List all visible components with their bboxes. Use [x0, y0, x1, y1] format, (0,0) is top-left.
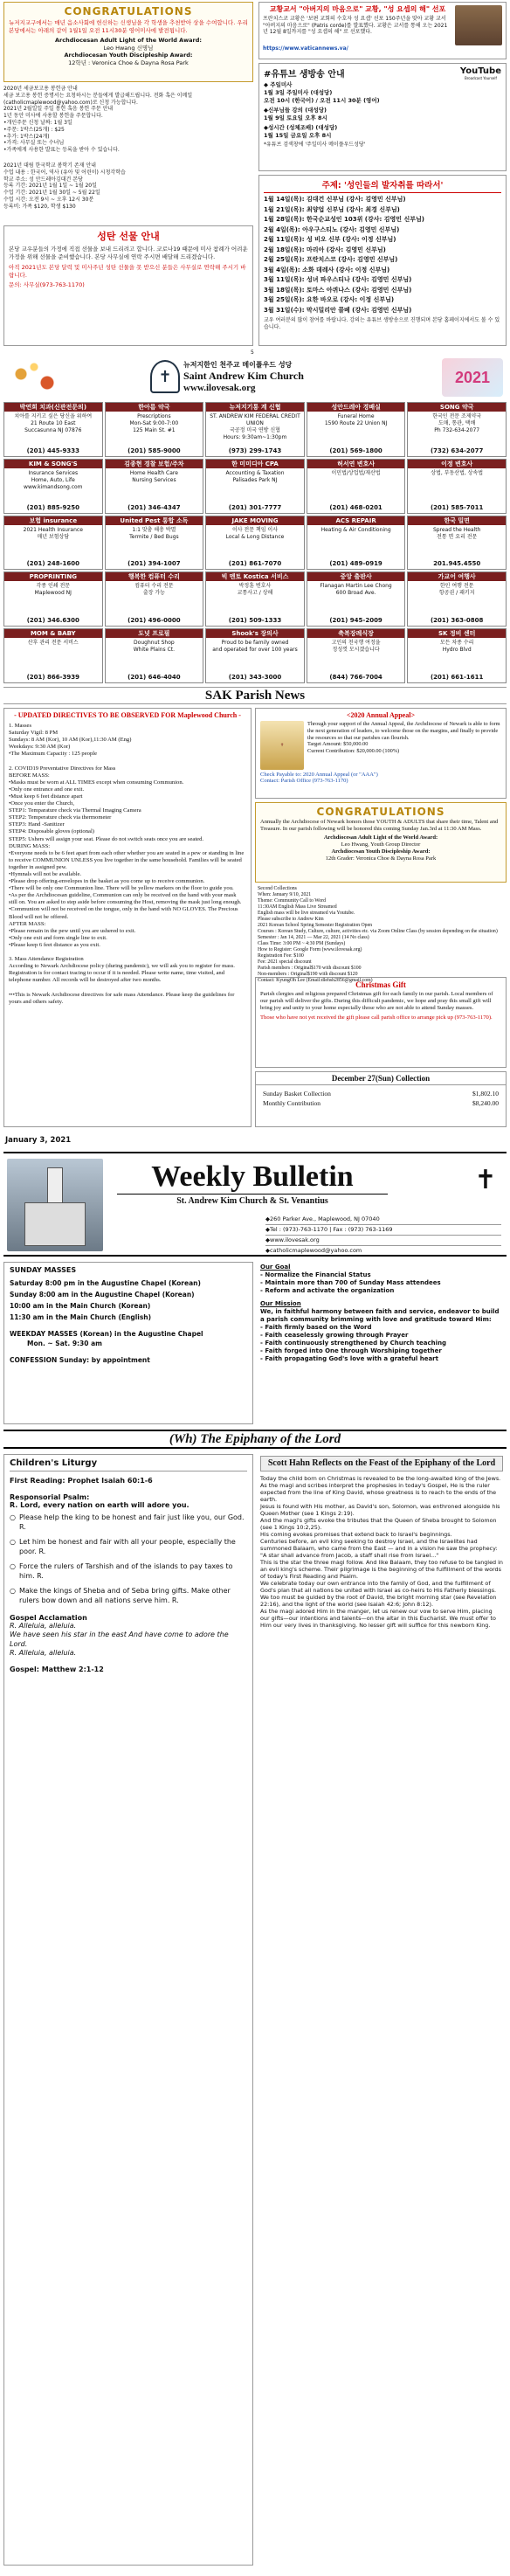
ad-title: PROPRINTING — [4, 572, 102, 581]
ad-card — [407, 402, 507, 457]
ad-body: 각종 인쇄 전문 Maplewood NJ — [34, 583, 72, 597]
ads-grid — [3, 402, 507, 683]
ad-phone: (201) 661-1611 — [430, 673, 484, 681]
ad-body: 2021 Health Insurance 매년 보험상담 — [23, 526, 83, 540]
lecture-item: 3월 4일(목): 소화 데레사 (강사: 이정 신부님) — [264, 266, 390, 274]
lecture-item: 2월 4일(목): 아우구스티노 (강사: 김영민 신부님) — [264, 225, 400, 233]
scott-hahn-title: Scott Hahn Reflects on the Feast of the Epiphany of the Lord — [260, 1456, 503, 1472]
youtube-item-3: ◆성시간 (성체조배) (대성당) 1월 15일 금요일 오후 8시 — [264, 124, 338, 139]
lecture-item: 2월 18일(목): 마리아 (강사: 김영민 신부님) — [264, 246, 386, 253]
ad-phone: (201) 301-7777 — [228, 503, 282, 511]
mission-title: Our Mission — [260, 1300, 301, 1307]
appeal-box — [255, 708, 507, 799]
ad-body: 상법, 부동산법, 상속법 — [431, 469, 484, 476]
ad-body: Accounting & Taxation Palisades Park NJ — [225, 469, 285, 483]
childrens-liturgy-box — [3, 1454, 253, 2566]
appeal-body: Through your support of the Annual Appeal, the Archdiocese of Newark is able to form the next generation of leaders, to welcome those on the margins, and finally to provide the resources so that our parishes can flourish. Target Amount: $50,000.00 Current Contribution: $20,000.00 (100%) — [307, 721, 500, 755]
ad-title: KIM & SONG'S — [4, 460, 102, 468]
ad-phone: (201) 509-1333 — [228, 617, 282, 625]
ad-card — [307, 459, 406, 514]
ad-phone: (201) 885-9250 — [26, 503, 80, 511]
psalm-verse-text: Let him be honest and fair with all your people, especially the poor. R. — [18, 1538, 236, 1555]
church-name-ko: 뉴저지한인 천주교 메이플우드 성당 — [183, 361, 293, 369]
ad-title: 김종현 경찰 보험/주차 — [106, 460, 203, 468]
collection-row-label: Monthly Contribution — [263, 1099, 321, 1107]
bulletin-tel: ◆Tel : (973)-763-1170 | Fax : (973) 763-1169 — [265, 1225, 501, 1236]
congrats-award2-en: Archdiocesan Youth Discipleship Award: — [331, 848, 431, 855]
directives-title: - UPDATED DIRECTIVES TO BE OBSERVED FOR Maplewood Church - — [14, 711, 241, 719]
ad-title: 도넛 프로필 — [106, 629, 203, 638]
bulletin-date: January 3, 2021 — [5, 1136, 72, 1145]
ad-card — [105, 571, 204, 627]
bulletin-subtitle: St. Andrew Kim Church & St. Venantius — [117, 1194, 388, 1206]
scott-hahn-box — [257, 1454, 507, 2566]
ad-card — [407, 571, 507, 627]
ad-phone: (201) 496-0000 — [128, 617, 181, 625]
ad-title: SONG 약국 — [408, 403, 506, 412]
youtube-logo-sub: Broadcast Yourself — [464, 76, 497, 80]
sunday-mass-row: 11:30 am in the Main Church (English) — [10, 1313, 152, 1321]
congrats-award2-ko: Archdiocesan Youth Discipleship Award: — [64, 52, 193, 59]
lecture-item: 1월 14일(목): 김대건 신부님 (강사: 김영민 신부님) — [264, 196, 406, 203]
ad-phone: (201) 248-1600 — [26, 560, 80, 568]
church-logo: ✝ — [150, 360, 180, 393]
ad-card — [205, 459, 305, 514]
gospel-reference: Gospel: Matthew 2:1-12 — [10, 1665, 104, 1673]
mass-times-box — [3, 1262, 253, 1424]
ad-phone: (732) 634-2077 — [430, 447, 484, 454]
ad-card — [205, 402, 305, 457]
ad-title: 한국 밀면 — [408, 516, 506, 525]
congrats-name1-ko: Leo Hwang 신명님 — [103, 44, 154, 52]
ad-body: Funeral Home 1590 Route 22 Union NJ — [324, 413, 388, 426]
bulletin-email[interactable]: ◆catholicmaplewood@yahoo.com — [265, 1247, 362, 1254]
ad-phone: (201) 489-0919 — [329, 560, 382, 568]
ad-phone: (201) 346-4347 — [128, 503, 181, 511]
ad-title: 성안드레아 경배실 — [307, 403, 405, 412]
ad-phone: (201) 468-0201 — [329, 503, 382, 511]
ad-card — [3, 459, 103, 514]
page-top-section — [3, 2, 507, 348]
goal-item: - Reform and activate the organization — [260, 1287, 395, 1294]
vatican-body: 프란치스코 교황은 '보편 교회의 수호자 성 요셉' 선포 150주년을 맞아 교황 교서 "아버지의 마음으로" (Patris corde)를 발표했다. 교황은 교서를 통해 오는 2021년 12월 8일까지를 "성 요셉의 해" 로 선포했다. — [263, 16, 448, 35]
sunday-masses-title: SUNDAY MASSES — [10, 1266, 77, 1274]
lecture-item: 1월 28일(목): 한국순교성인 103위 (강사: 김영민 신부님) — [264, 216, 424, 223]
collection-row-value: $8,240.00 — [472, 1099, 499, 1107]
ad-card — [205, 571, 305, 627]
church-name-en: Saint Andrew Kim Church — [183, 370, 304, 382]
ad-card — [307, 516, 406, 571]
lecture-title: 주제: '성인들의 발자취를 따라서' — [264, 178, 501, 193]
ad-body: 한국인 전문 조제약국 도매, 통관, 택배 Ph 732-634-2077 — [432, 413, 482, 433]
ad-card — [407, 516, 507, 571]
gospel-acclamation: Gospel Acclamation — [10, 1614, 87, 1622]
youtube-title: #유튜브 생방송 안내 — [264, 70, 345, 80]
ad-body: 컴퓨터 수리 전문 출장 가능 — [134, 583, 174, 597]
ad-title: 중앙 출판사 — [307, 572, 405, 581]
ad-phone: (201) 445-9333 — [26, 447, 80, 454]
bulletin-title: Weekly Bulletin — [151, 1160, 354, 1193]
ad-body: Doughnut Shop White Plains Ct. — [133, 640, 176, 654]
page-number: 5 — [251, 350, 254, 356]
ad-title: JAKE MOVING — [206, 516, 304, 525]
youtube-logo-text: YouTube — [459, 66, 501, 76]
bulletin-header — [3, 1152, 507, 1257]
lecture-list — [264, 195, 501, 315]
christmas-gift-red: Those who have not yet received the gift please call parish office to arrange pick up (973-763-1170). — [260, 1014, 493, 1021]
lecture-footer: 교우 여러분의 많이 참여를 바랍니다. 강의는 유튜브 생방송으로 진행되며 본당 홈페이지에서도 볼 수 있습니다. — [264, 317, 500, 330]
psalm-verse-text: Make the kings of Sheba and of Seba bring gifts. Make other rulers bow down and all nations serve him. R. — [18, 1587, 231, 1604]
ad-title: 한아름 약국 — [106, 403, 203, 412]
ads-header-2021-badge: 2021 — [442, 358, 503, 397]
ad-body: 박정훈 변호사 교통사고 / 상해 — [237, 583, 273, 597]
ad-card — [3, 628, 103, 683]
psalm-verse — [10, 1562, 247, 1581]
lecture-box — [258, 175, 507, 346]
ad-card — [105, 516, 204, 571]
bullet-circle-icon: ○ — [10, 1562, 16, 1570]
ad-title: MOM & BABY — [4, 629, 102, 638]
bulletin-cross-logo: ✝ — [474, 1165, 497, 1195]
first-reading: First Reading: Prophet Isaiah 60:1-6 — [10, 1477, 153, 1485]
ad-body: 모든 차종 수리 Hydro Blvd — [439, 640, 474, 654]
vatican-title: 교황교서 "아버지의 마음으로" 교황, "성 요셉의 해" 선포 — [269, 5, 446, 13]
ad-title: 보험 insurance — [4, 516, 102, 525]
ad-card — [307, 571, 406, 627]
lecture-item: 1월 21일(목): 최양업 신부님 (강사: 최경 신부님) — [264, 205, 400, 213]
gift-red-ko: 아직 2021년도 본당 달력 및 미사주년 성탄 선물을 못 받으신 분들은 사무실로 연락해 주시기 바랍니다. — [9, 264, 246, 279]
bullet-circle-icon: ○ — [10, 1513, 16, 1521]
ad-title: 가교어 여행사 — [408, 572, 506, 581]
appeal-title: <2020 Annual Appeal> — [346, 711, 416, 719]
psalm-label: Responsorial Psalm: — [10, 1493, 90, 1501]
goal-item: - Maintain more than 700 of Sunday Mass attendees — [260, 1279, 441, 1286]
vatican-box — [258, 2, 507, 59]
pope-image — [455, 5, 502, 45]
congrats-name2-en: 12th Grader: Veronica Choe & Dayna Rosa Park — [325, 855, 437, 862]
ad-phone: (201) 945-2009 — [329, 617, 382, 625]
ad-body: Flanagan Martin Lee Chong 600 Broad Ave. — [320, 583, 392, 597]
weekday-masses-title: WEEKDAY MASSES (Korean) in the Augustine Chapel — [10, 1330, 203, 1338]
scott-hahn-body: Today the child born on Christmas is revealed to be the long-awaited king of the Jews. As the magi and scribes interpret the prophesies in today's Gospel, He is the ruler expected from the line of King David, whose greatness is to reach to the ends of the earth. Jesus is found with His mother, as David's son, Solomon, was enthroned alongside his Queen Mother (see 1 Kings 2:19). And the magi's gifts evoke the tributes that the Queen of Sheba brought to Solomon (see 1 Kings 10:2,25). His coming evokes promises that extend back to Israel's beginnings. Centuries before, an evil king seeking to destroy Israel, and the Israelites had summoned Balaam, who came from the East — and in a vision he saw the prophecy: "A star shall advance from Jacob, a staff shall rise from Israel..." This is the star the three magi follow. And like Balaam, they too refuse to be tangled in an evil king's scheme. Their pilgrimage is the beginning of the fulfillment of the words of today's First Reading and Psalm. We celebrate today our own entrance into the family of God, and the fulfillment of God's plan that all nations be united with Israel as co-heirs to His Fatherly blessings. We too must be guided by the root of David, the bright morning star (see Revelation 22:16), and the light of the world (see Isaiah 42:6; John 8:12). As the magi adored Him in the manger, let us renew our vow to serve Him, placing our gifts—our intentions and talents—on the altar in this Eucharist. We must offer to Him our very lives in thanksgiving. No lesser gift will suffice for this newborn King. — [260, 1475, 503, 1629]
psalm-verse-text: Please help the king to be honest and fair just like you, our God. R. — [18, 1513, 245, 1531]
tax-notice-ko: 2020년 세금보고용 봉헌금 안내 세금 보고용 봉헌 증명서는 요청하시는 분들에게 발급해드립니다. 전화 혹은 이메일(catholicmaplewood@yahoo.com)로 신청 가능합니다. 2021년 2월일일 주일 봉헌 혹음 봉헌 주문 안내 1년 동안 미사에 사용할 봉헌을 주문합니다. •개인주문 신청 날짜: 1월 3일 •주문: 1박스(25개) : $25 •추가: 1박스(24개) •가격: 사무실 또는 수녀님 •가족에게 사용한 발표는 등록을 받아 수 있습니다. — [3, 86, 193, 154]
church-building-image — [7, 1159, 103, 1251]
ad-card — [105, 459, 204, 514]
ad-title: 한 미미디아 CPA — [206, 460, 304, 468]
ad-phone: (201) 394-1007 — [128, 560, 181, 568]
ads-header-left-flowers — [3, 357, 73, 398]
congrats-title-en: CONGRATULATIONS — [316, 806, 445, 818]
ad-card — [105, 402, 204, 457]
psalm-verse — [10, 1513, 247, 1532]
gift-body-ko: 본당 교우분들의 가정에 직접 선물을 보내 드리려고 합니다. 코로나19 때문에 미사 참례가 어려운 가정을 위해 선물을 준비했습니다. 본당 사무실에 연락 주시면 배달해 드리겠습니다. — [9, 246, 248, 260]
ad-phone: (201) 585-7011 — [430, 503, 484, 511]
lecture-item: 2월 11일(목): 성 비오 신부 (강사: 이정 신부님) — [264, 236, 396, 243]
youtube-logo — [460, 66, 501, 80]
goal-mission-box — [257, 1262, 507, 1424]
ad-body: 한인 여행 전문 항공권 / 패키지 — [438, 583, 475, 597]
ad-title: 뉴저지기통 계 신협 — [206, 403, 304, 412]
second-collection-and-school: Second Collections When: January 9/10, 2021 Theme: Community Call to Word 11:30AM English Mass Live Streamed English mass will be live streamed via Youtube. Please subscribe to Andrew Kim 2021 Korean School Spring Semester Registration Open Courses : Korean Study, Culture, culture, activities etc. via Zoom Online Class (by session depending on the situation) Semester : Jan 14, 2021 — Mar 22, 2021 (14 No class) Class Time: 3:00 PM ~ 4:30 PM (Sundays) How to Register: Google Form (www.ilovesak.org) Registration Fee: $100 Fee: 2021 special discount Parish members : Original$170 with discount $100 Non-members : Original$190 with discount $120 Contact: KyungOh Lee (Email:dlehsh2856@gmail.com) — [258, 886, 498, 983]
congrats-award1-en: Archdiocesan Adult Light of the World Award: — [323, 834, 438, 841]
ad-title: United Pest 통합 소독 — [106, 516, 203, 525]
christmas-gift-box — [255, 977, 507, 1068]
ad-body: Home Health Care Nursing Services — [129, 469, 178, 483]
epiphany-banner — [3, 1430, 507, 1449]
congrats-body-en: Annually the Archdiocese of Newark honors those YOUTH & ADULTS that share their time, Talent and Treasure. In our parish following will be honored this coming Sunday Jan.3rd at 11:30 AM Mass. — [260, 819, 499, 832]
congrats-name1-en: Leo Hwang, Youth Group Director — [341, 841, 421, 848]
ad-phone: (844) 766-7004 — [329, 673, 382, 681]
appeal-contact: Contact: Parish Office (973-763-1170) — [260, 778, 348, 784]
congrats-award1-ko: Archdiocesan Adult Light of the World Award: — [55, 37, 202, 44]
ad-title: 빅 멘토 Kostica 서비스 — [206, 572, 304, 581]
ad-body: 이민법/상업법/재산법 — [331, 469, 381, 476]
ad-title: ACS REPAIR — [307, 516, 405, 525]
ad-body: 치아를 지키고 싶은 당신을 위하여 21 Route 10 East Succasunna NJ 07876 — [14, 413, 93, 433]
lecture-item: 3월 31일(수): 막시밀리안 콜베 (강사: 김영민 신부님) — [264, 306, 412, 314]
bullet-circle-icon: ○ — [10, 1587, 16, 1595]
collection-box — [255, 1071, 507, 1127]
ad-card — [407, 628, 507, 683]
ad-body: 산후 관리 전문 서비스 — [27, 640, 79, 647]
school-notice-ko: 2021년 대림 한국학교 봄학기 존재 안내 수업 내용 : 한국어, 역사 (유아 및 어린이) 시청각학습 학교 주소: 성 안드레아김대건 본당 등록 기간: 2021년 1월 1일 ~ 1월 20일 수업 기간: 2021년 1월 30일 ~ 5월 22일 수업 시간: 오전 9시 ~ 오후 12시 30분 등록비: 가족 $120, 학생 $130 — [3, 163, 126, 210]
ad-card — [105, 628, 204, 683]
sunday-mass-row: Saturday 8:00 pm in the Augustine Chapel (Korean) — [10, 1279, 201, 1287]
congrats-name2-ko: 12학년 : Veronica Choe & Dayna Rosa Park — [68, 59, 189, 66]
ad-title: 행복한 컴퓨터 수리 — [106, 572, 203, 581]
lecture-item: 3월 11일(목): 성녀 파우스티나 (강사: 김영민 신부님) — [264, 276, 412, 283]
ad-title: 박연희 치과(신관전문의) — [4, 403, 102, 412]
ads-header — [3, 357, 507, 398]
vatican-url[interactable]: https://www.vaticannews.va/ — [263, 45, 348, 52]
ad-phone: (973) 299-1743 — [228, 447, 282, 454]
ad-phone: (201) 585-9000 — [128, 447, 181, 454]
ad-phone: (201) 569-1800 — [329, 447, 382, 454]
bullet-circle-icon: ○ — [10, 1538, 16, 1546]
congrats-box-en — [255, 802, 507, 883]
ad-card — [3, 516, 103, 571]
congrats-box-ko — [3, 2, 253, 82]
bulletin-web[interactable]: ◆www.ilovesak.org — [265, 1236, 501, 1246]
directives-box — [3, 708, 252, 1127]
ad-card — [205, 628, 305, 683]
childrens-liturgy-title: Children's Liturgy — [10, 1458, 247, 1472]
ad-body: Proud to be family owned and operated for over 100 years — [212, 640, 298, 654]
gift-title-ko: 성탄 선물 안내 — [97, 231, 160, 242]
psalm-response: R. Lord, every nation on earth will adore you. — [10, 1501, 190, 1509]
sak-header — [3, 687, 507, 704]
ad-phone: (201) 866-3939 — [26, 673, 80, 681]
psalm-verses — [10, 1513, 247, 1605]
directives-body: 1. Masses Saturday Vigil: 8 PM Sundays: 8 AM (Kor), 10 AM (Kor),11:30 AM (Eng) Weekdays: 9:30 AM (Kor) •The Maximum Capacity : 125 people 2. COVID19 Preventative Directives for Mass BEFORE MASS: •Masks must be worn at ALL TIMES except when consuming Communion. •Only one entrance and one exit. •Must keep 6 feet distance apart •Once you enter the Church, STEP1: Temparature check via Thermal Imaging Camera STEP2: Temperature check via thermometer STEP3: Hand -Sanitizer STEP4: Disposable gloves (optional) STEP5: Ushers will assign your seat. Please do not switch seats once you are seated. DURING MASS: •Everyone needs to be 6 feet apart from each other whether you are seated in a pew or standing in line to receive COMMUNION UNLESS you live together in the same household. Families will be seated together in assigned pew. •Hymnals will not be available. •Please drop offering-envelopes in the basket as you come up to receive communion. •There will be only one Communion line. There will be yellow markers on the floor to guide you. •As per the Archdiocesan guideline, Communion can only be received on the hand with your mask still on. You are asked to step aside before consuming the Host, removing the mask just long enough. •Communion will not be received on the tongue, only in the hand with NO GLOVES. The Precious Blood will not be offered. AFTER MASS: •Please remain in the pew until you are ushered to exit. •Only one exit and form single line to exit. •Please keep 6 feet distance as you exit. 3. Mass Attendance Registration According to Newark Archdiocese policy (during pandemic), we will ask you to register for mass. Registration is for contact tracing to occur if it is needed. Please write name, time visited, and telephone number. All records will be destroyed after two months. •••This is Newark Archdiocese directives for safe mass Attendance. Please keep the guidelines for yours and others safety. — [9, 723, 245, 1005]
youtube-footer: *유튜브 검색창에 '주일미사 메이플우드성당' — [264, 142, 366, 148]
ad-card — [3, 402, 103, 457]
ad-body: Spread the Health 전통 면 요리 전문 — [432, 526, 481, 540]
ad-card — [307, 628, 406, 683]
ad-card — [407, 459, 507, 514]
ad-body: Heating & Air Conditioning — [320, 526, 391, 533]
sunday-mass-row: Sunday 8:00 am in the Augustine Chapel (Korean) — [10, 1291, 195, 1298]
gift-contact-ko: 문의: 사무실(973-763-1170) — [9, 281, 85, 288]
ad-body: 이사 전문 책임 이사 Local & Long Distance — [225, 526, 285, 540]
lecture-item: 3월 18일(목): 토마스 아퀴나스 (강사: 김영민 신부님) — [264, 286, 412, 294]
ad-phone: (201) 346.6300 — [26, 617, 79, 625]
sak-title: SAK Parish News — [204, 689, 306, 703]
ad-title: 이정 변호사 — [408, 460, 506, 468]
ad-phone: (201) 363-0808 — [430, 617, 484, 625]
christmas-gift-body: Parish clergies and religious prepared Christmas gift for each family in our parish. Local members of our parish will deliver the gifts. During this difficult pandemic, we hope and pray this small gift will bring joy and unity to your home especially those who are not able to attend Sunday masses. — [260, 991, 493, 1012]
confession-line: CONFESSION Sunday: by appointment — [10, 1356, 150, 1364]
collection-row-label: Sunday Basket Collection — [263, 1090, 331, 1098]
ad-phone: (201) 861-7070 — [228, 560, 282, 568]
alleluia-text: We have seen his star in the east And have come to adore the Lord. — [10, 1631, 229, 1648]
alleluia-1: R. Alleluia, alleluia. — [10, 1622, 77, 1630]
ad-title: 축복장례식장 — [307, 629, 405, 638]
youtube-item-2: ◆신부님들 강의 (대성당) 1월 9일 토요일 오후 8시 — [264, 107, 327, 121]
congrats-title-ko: CONGRATULATIONS — [64, 5, 193, 17]
bulletin-address: ◆260 Parker Ave., Maplewood, NJ 07040 — [265, 1215, 501, 1225]
ad-title: Shook's 장의사 — [206, 629, 304, 638]
ad-card — [3, 571, 103, 627]
psalm-verse-text: Force the rulers of Tarshish and of the islands to pay taxes to him. R. — [18, 1562, 233, 1580]
church-url[interactable]: www.ilovesak.org — [183, 383, 256, 393]
lecture-item: 3월 25일(목): 요한 바오로 (강사: 이정 신부님) — [264, 296, 395, 303]
ad-phone: (201) 646-4040 — [128, 673, 181, 681]
weekday-mass-row: Mon. ~ Sat. 9:30 am — [27, 1340, 102, 1347]
ad-body: 고인의 천국행 여정을 정성껏 모시겠습니다 — [331, 640, 381, 654]
ad-title: SK 정비 센터 — [408, 629, 506, 638]
ad-phone: 201.945.4550 — [433, 560, 481, 568]
congrats-body-ko: 뉴저지교구에서는 매년 음소사회에 헌신하는 신생님을 각 학생을 추천받아 상을 수여합니다. 우리 본당에서는 아래의 같이 1월1일 오전 11시30분 영어미사에 발전됩니다. — [9, 19, 248, 34]
psalm-verse — [10, 1537, 247, 1556]
collection-title: December 27(Sun) Collection — [256, 1072, 506, 1085]
sunday-mass-row: 10:00 am in the Main Church (Korean) — [10, 1302, 151, 1310]
collection-row-value: $1,802.10 — [472, 1090, 499, 1098]
christmas-gift-title: Christmas Gift — [355, 980, 406, 989]
ad-card — [205, 516, 305, 571]
youtube-box — [258, 63, 507, 171]
epiphany-title: (Wh) The Epiphany of the Lord — [169, 1432, 341, 1446]
ad-body: 1:1 맞춤 해충 박멸 Termite / Bed Bugs — [129, 526, 179, 540]
gift-box-ko — [3, 225, 253, 346]
goal-title: Our Goal — [260, 1264, 291, 1271]
goal-item: - Normalize the Financial Status — [260, 1271, 371, 1278]
lecture-item: 2월 25일(목): 프란치스코 (강사: 김영민 신부님) — [264, 256, 398, 263]
mission-body: We, in faithful harmony between faith and service, endeavor to build a parish community brimming with love and gratitude toward Him: - Faith firmly based on the Word - Faith ceaselessly growing through Prayer - Faith continuously strengthened by Church teaching - Faith forged into One through Worshiping together - Faith propagating God's love with a grateful heart — [260, 1308, 500, 1362]
ad-phone: (201) 343-3000 — [228, 673, 282, 681]
appeal-logo: ✝ — [260, 721, 304, 770]
youtube-item-1: ◆ 주일미사 1월 3일 주일미사 (대성당) 오전 10시 (한국어) / 오전 11시 30분 (영어) — [264, 81, 380, 104]
psalm-verse — [10, 1586, 247, 1605]
alleluia-2: R. Alleluia, alleluia. — [10, 1649, 77, 1657]
appeal-check: Check Payable to: 2020 Annual Appeal (or "AAA") — [260, 772, 378, 778]
ad-body: ST. ANDREW KIM FEDERAL CREDIT UNION 국공정 미국 연방 신협 Hours: 9:30am~1:30pm — [210, 413, 300, 440]
ad-card — [307, 402, 406, 457]
ad-body: Insurance Services Home, Auto, Life www.kimandsong.com — [24, 469, 83, 490]
ad-title: 허서연 변호사 — [307, 460, 405, 468]
ad-body: Prescriptions Mon-Sat 9:00-7:00 125 Main St. #1 — [129, 413, 179, 433]
